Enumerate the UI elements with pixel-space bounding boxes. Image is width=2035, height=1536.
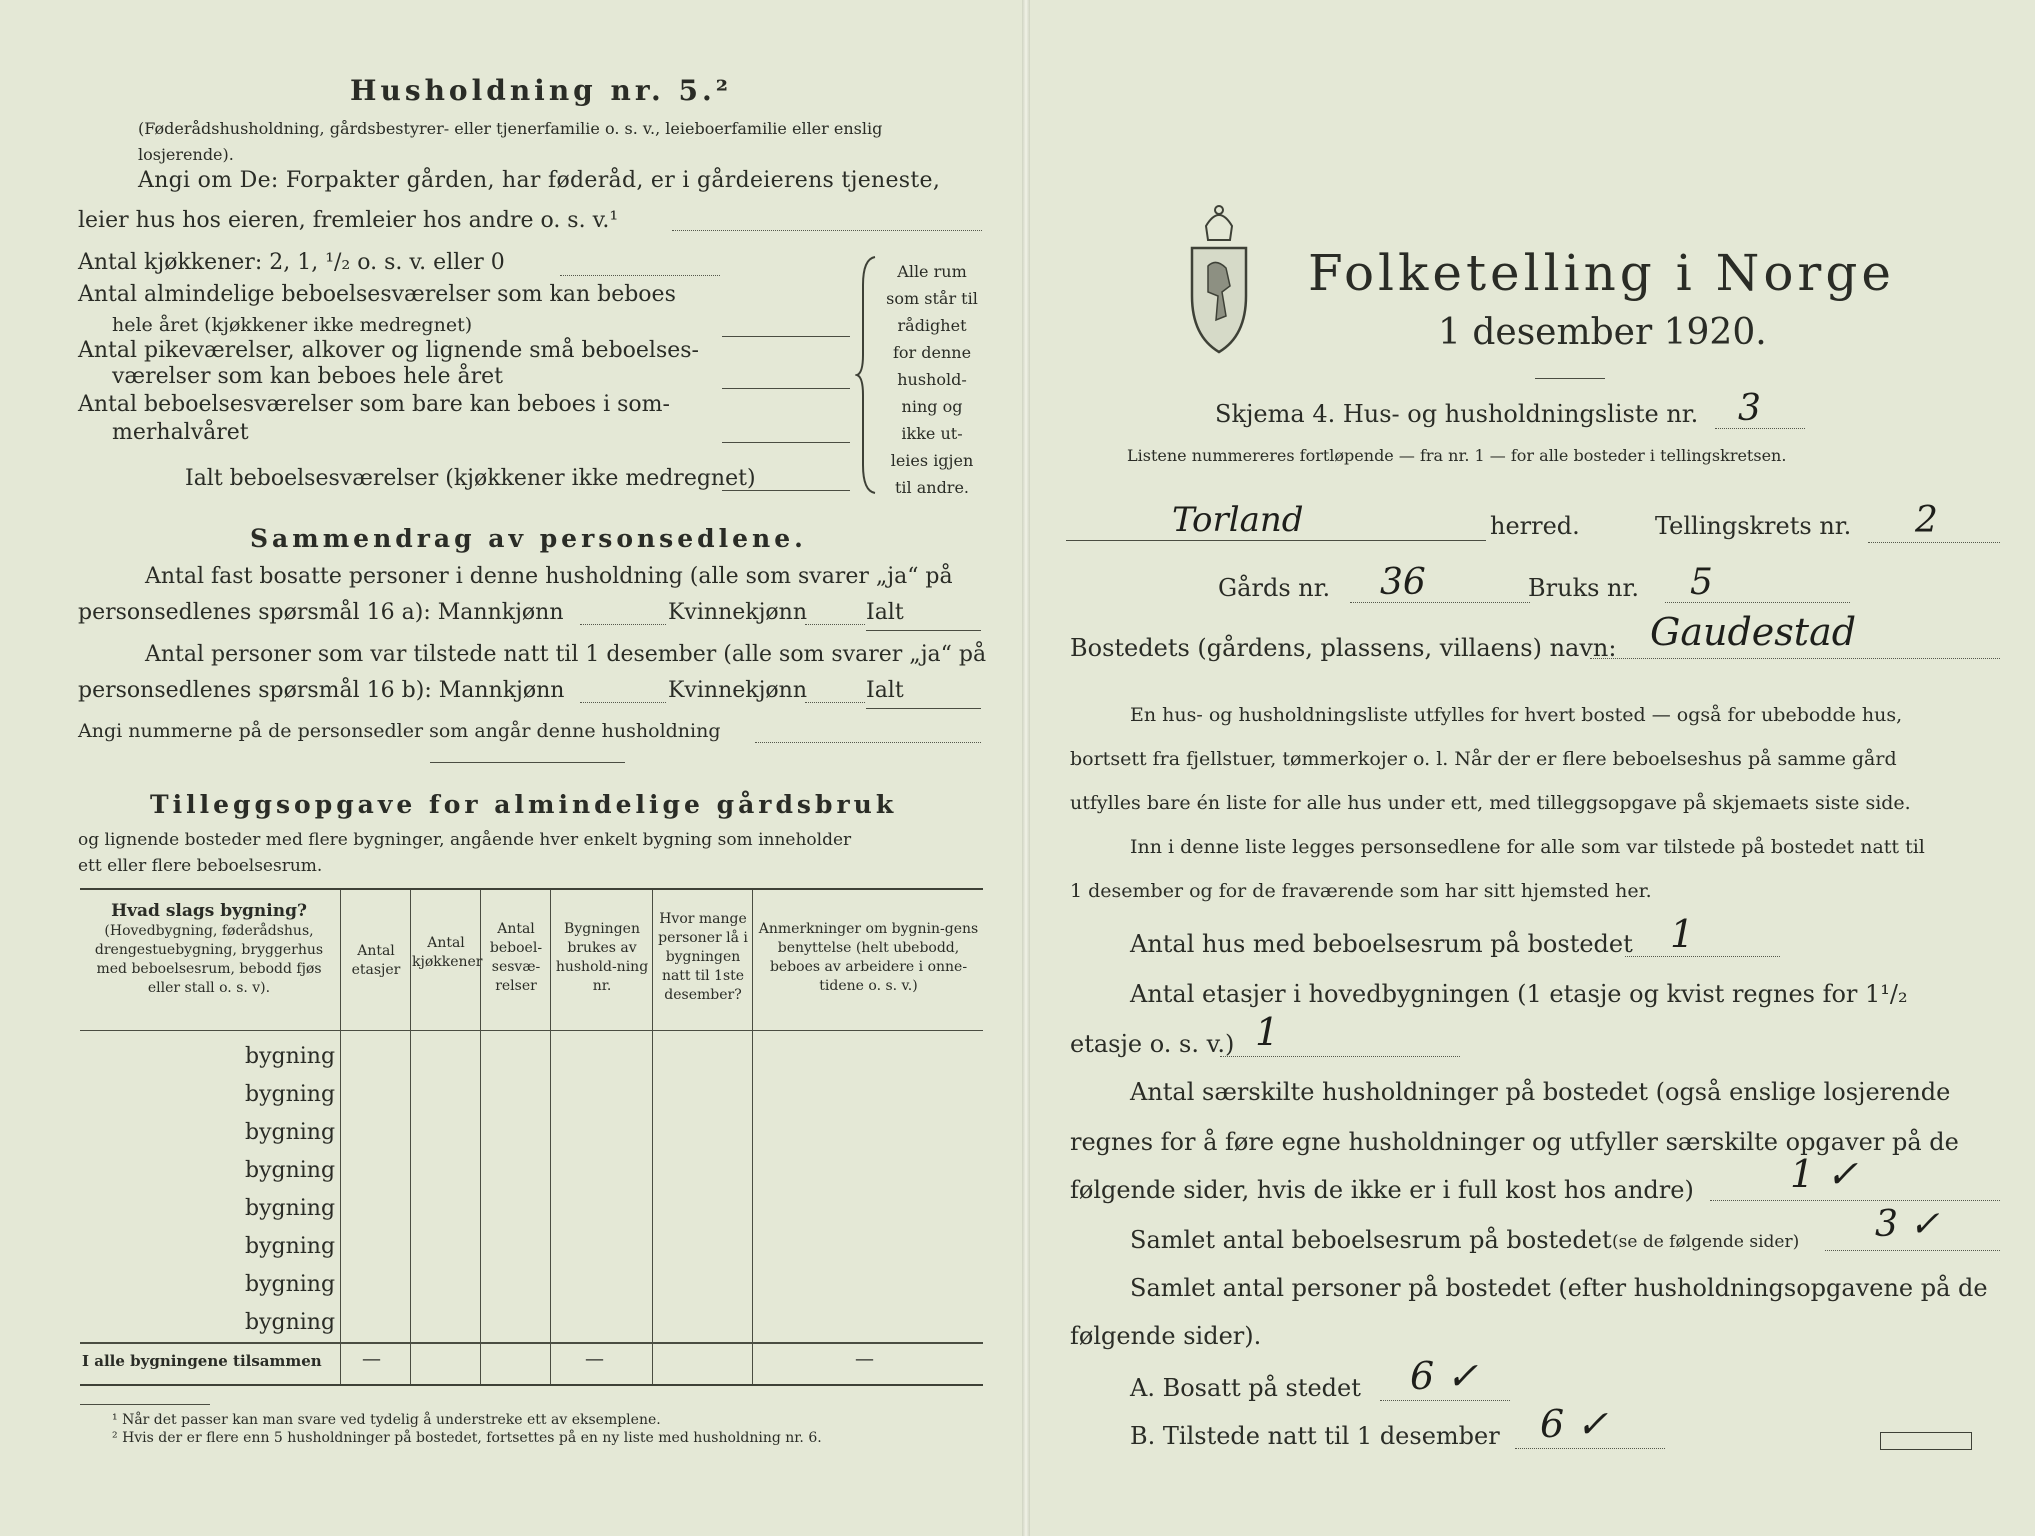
census-date: 1 desember 1920. xyxy=(1438,312,1767,353)
bosted-value[interactable]: Gaudestad xyxy=(1650,610,1857,654)
houses-label: Antal hus med beboelsesrum på bostedet xyxy=(1130,930,1633,958)
intro-line-2: leier hus hos eieren, fremleier hos andre o. s. v.¹ xyxy=(78,208,619,233)
instruction-5: 1 desember og for de fraværende som har sitt hjemsted her. xyxy=(1070,880,1652,902)
building-table xyxy=(80,888,983,1386)
census-title: Folketelling i Norge xyxy=(1308,244,1895,302)
herred-value[interactable]: Torland xyxy=(1172,500,1304,540)
intro-line-1: Angi om De: Forpakter gården, har føderåd, er i gårdeierens tjeneste, xyxy=(138,168,941,193)
fast-female-label: Kvinnekjønn xyxy=(668,600,807,625)
summary-heading: Sammendrag av personsedlene. xyxy=(250,524,807,553)
present-female-answer[interactable] xyxy=(805,702,865,703)
footnote-1: ¹ Når det passer kan man svare ved tydelig å understreke ett av eksemplene. xyxy=(112,1412,661,1428)
present-male-answer[interactable] xyxy=(580,702,666,703)
table-row[interactable]: bygning xyxy=(245,1272,336,1297)
fast-male-answer[interactable] xyxy=(580,624,666,625)
maid-rooms-label-1: Antal pikeværelser, alkover og lignende små beboelses- xyxy=(78,338,699,363)
schema-label: Skjema 4. Hus- og husholdningsliste nr. xyxy=(1215,400,1699,428)
col-rooms-header: Antal beboel-sesvæ-relser xyxy=(489,921,543,994)
col-building-type-header: Hvad slags bygning? (Hovedbygning, føderådshus, drengestuebygning, bryggerhus med beboelsesrum, bebodd fjøs eller stall o. s. v). xyxy=(94,901,324,996)
households-label-1: Antal særskilte husholdninger på bostedet (også enslige losjerende xyxy=(1130,1078,1951,1106)
footnote-rule xyxy=(80,1404,210,1405)
household-title: Husholdning nr. 5.² xyxy=(350,74,733,107)
col-remarks-header: Anmerkninger om bygnin-gens benyttelse (helt ubebodd, beboes av arbeidere i onne-tidene o. s. v.) xyxy=(758,921,979,994)
table-row[interactable]: bygning xyxy=(245,1044,336,1069)
printer-stamp xyxy=(1880,1432,1972,1450)
addendum-heading: Tilleggsopgave for almindelige gårdsbruk xyxy=(150,790,898,819)
instruction-3: utfylles bare én liste for alle hus under ett, med tilleggsopgave på skjemaets siste side. xyxy=(1070,792,1911,814)
summer-rooms-answer[interactable] xyxy=(722,442,850,443)
addendum-text-1: og lignende bosteder med flere bygninger, angående hver enkelt bygning som inneholder xyxy=(78,830,852,850)
summary-present-2: personsedlenes spørsmål 16 b): Mannkjønn xyxy=(78,678,565,703)
total-household-dash: — xyxy=(585,1348,604,1370)
present-female-label: Kvinnekjønn xyxy=(668,678,807,703)
total-rooms-label: Ialt beboelsesværelser (kjøkkener ikke medregnet) xyxy=(185,466,756,491)
settled-value[interactable]: 6 ✓ xyxy=(1410,1354,1479,1398)
present-total-label: Ialt xyxy=(866,678,904,703)
kitchens-label: Antal kjøkkener: 2, 1, ¹/₂ o. s. v. eller 0 xyxy=(78,250,505,275)
ordinary-rooms-answer[interactable] xyxy=(722,336,850,337)
col-kitchens-header: Antal kjøkkener xyxy=(412,935,483,970)
total-rooms-bosted-label: Samlet antal beboelsesrum på bostedet xyxy=(1130,1226,1612,1254)
side-note: Alle rum som står til rådighet for denne hushold- ning og ikke ut- leies igjen til andre. xyxy=(886,262,978,497)
kitchens-answer[interactable] xyxy=(560,275,720,276)
table-row[interactable]: bygning xyxy=(245,1082,336,1107)
instruction-1: En hus- og husholdningsliste utfylles for hvert bosted — også for ubebodde hus, xyxy=(1130,704,1903,726)
col-household-header: Bygningen brukes av hushold-ning nr. xyxy=(555,921,649,994)
total-floors-dash: — xyxy=(362,1348,381,1370)
gards-label: Gårds nr. xyxy=(1218,574,1331,602)
table-row[interactable]: bygning xyxy=(245,1196,336,1221)
maid-rooms-label-2: værelser som kan beboes hele året xyxy=(112,364,503,389)
maid-rooms-answer[interactable] xyxy=(722,388,850,389)
right-page xyxy=(1030,0,2035,1536)
houses-value[interactable]: 1 xyxy=(1670,912,1695,956)
households-label-3: følgende sider, hvis de ikke er i full kost hos andre) xyxy=(1070,1176,1694,1204)
intro-answer-line[interactable] xyxy=(672,230,982,231)
present-label: B. Tilstede natt til 1 desember xyxy=(1130,1422,1500,1450)
summary-fast-2: personsedlenes spørsmål 16 a): Mannkjønn xyxy=(78,600,564,625)
table-row[interactable]: bygning xyxy=(245,1234,336,1259)
brace-icon xyxy=(855,255,881,495)
addendum-text-2: ett eller flere beboelsesrum. xyxy=(78,856,323,876)
table-row[interactable]: bygning xyxy=(245,1158,336,1183)
summary-present-1: Antal personer som var tilstede natt til 1 desember (alle som svarer „ja“ på xyxy=(145,642,987,667)
summer-rooms-label-2: merhalvåret xyxy=(112,420,249,445)
households-value[interactable]: 1 ✓ xyxy=(1790,1152,1859,1196)
household-subtitle: (Føderådshusholdning, gårdsbestyrer- eller tjenerfamilie o. s. v., leieboerfamilie eller enslig losjerende). xyxy=(138,119,883,164)
total-rooms-note: (se de følgende sider) xyxy=(1612,1232,1800,1252)
instruction-2: bortsett fra fjellstuer, tømmerkojer o. l. Når der er flere beboelseshus på samme gård xyxy=(1070,748,1897,770)
ordinary-rooms-label-2: hele året (kjøkkener ikke medregnet) xyxy=(112,314,473,336)
herred-label: herred. xyxy=(1490,512,1580,540)
households-label-2: regnes for å føre egne husholdninger og utfyller særskilte opgaver på de xyxy=(1070,1128,1959,1156)
present-value[interactable]: 6 ✓ xyxy=(1540,1402,1609,1446)
total-rooms-answer[interactable] xyxy=(722,490,850,491)
fast-total-label: Ialt xyxy=(866,600,904,625)
summer-rooms-label-1: Antal beboelsesværelser som bare kan beboes i som- xyxy=(78,392,670,417)
floors-label-2: etasje o. s. v.) xyxy=(1070,1030,1235,1058)
summary-fast-1: Antal fast bosatte personer i denne husholdning (alle som svarer „ja“ på xyxy=(145,564,953,589)
footnote-2: ² Hvis der er flere enn 5 husholdninger på bostedet, fortsettes på en ny liste med husholdning nr. 6. xyxy=(112,1430,822,1446)
table-total-label: I alle bygningene tilsammen xyxy=(82,1352,322,1370)
table-row[interactable]: bygning xyxy=(245,1120,336,1145)
table-row[interactable]: bygning xyxy=(245,1310,336,1335)
numbers-label: Angi nummerne på de personsedler som angår denne husholdning xyxy=(78,720,721,742)
bosted-label: Bostedets (gårdens, plassens, villaens) navn: xyxy=(1070,634,1617,662)
title-rule xyxy=(1535,378,1605,379)
bruks-label: Bruks nr. xyxy=(1528,574,1639,602)
bruks-value[interactable]: 5 xyxy=(1690,562,1713,603)
col-floors-header: Antal etasjer xyxy=(351,943,401,978)
schema-number[interactable]: 3 xyxy=(1738,388,1761,429)
persons-label-1: Samlet antal personer på bostedet (efter husholdningsopgavene på de xyxy=(1130,1274,1988,1302)
norway-coat-of-arms-icon xyxy=(1186,196,1252,356)
fast-total-answer[interactable] xyxy=(866,630,981,631)
fast-female-answer[interactable] xyxy=(805,624,865,625)
numbering-note: Listene nummereres fortløpende — fra nr. 1 — for alle bosteder i tellingskretsen. xyxy=(1127,446,1787,465)
page-fold xyxy=(1022,0,1030,1536)
floors-value[interactable]: 1 xyxy=(1255,1010,1280,1054)
total-rooms-value[interactable]: 3 ✓ xyxy=(1875,1204,1940,1245)
settled-label: A. Bosatt på stedet xyxy=(1130,1374,1361,1402)
total-remarks-dash: — xyxy=(855,1348,874,1370)
present-total-answer[interactable] xyxy=(866,708,981,709)
krets-value[interactable]: 2 xyxy=(1915,500,1938,541)
instruction-4: Inn i denne liste legges personsedlene for alle som var tilstede på bostedet natt til xyxy=(1130,836,1925,858)
section-divider xyxy=(430,762,625,763)
gards-value[interactable]: 36 xyxy=(1380,562,1426,603)
krets-label: Tellingskrets nr. xyxy=(1655,512,1852,540)
col-persons-header: Hvor mange personer lå i bygningen natt til 1ste desember? xyxy=(658,911,748,1003)
numbers-answer[interactable] xyxy=(755,742,981,743)
floors-label-1: Antal etasjer i hovedbygningen (1 etasje og kvist regnes for 1¹/₂ xyxy=(1130,980,1908,1008)
ordinary-rooms-label-1: Antal almindelige beboelsesværelser som kan beboes xyxy=(78,282,676,307)
persons-label-2: følgende sider). xyxy=(1070,1322,1262,1350)
